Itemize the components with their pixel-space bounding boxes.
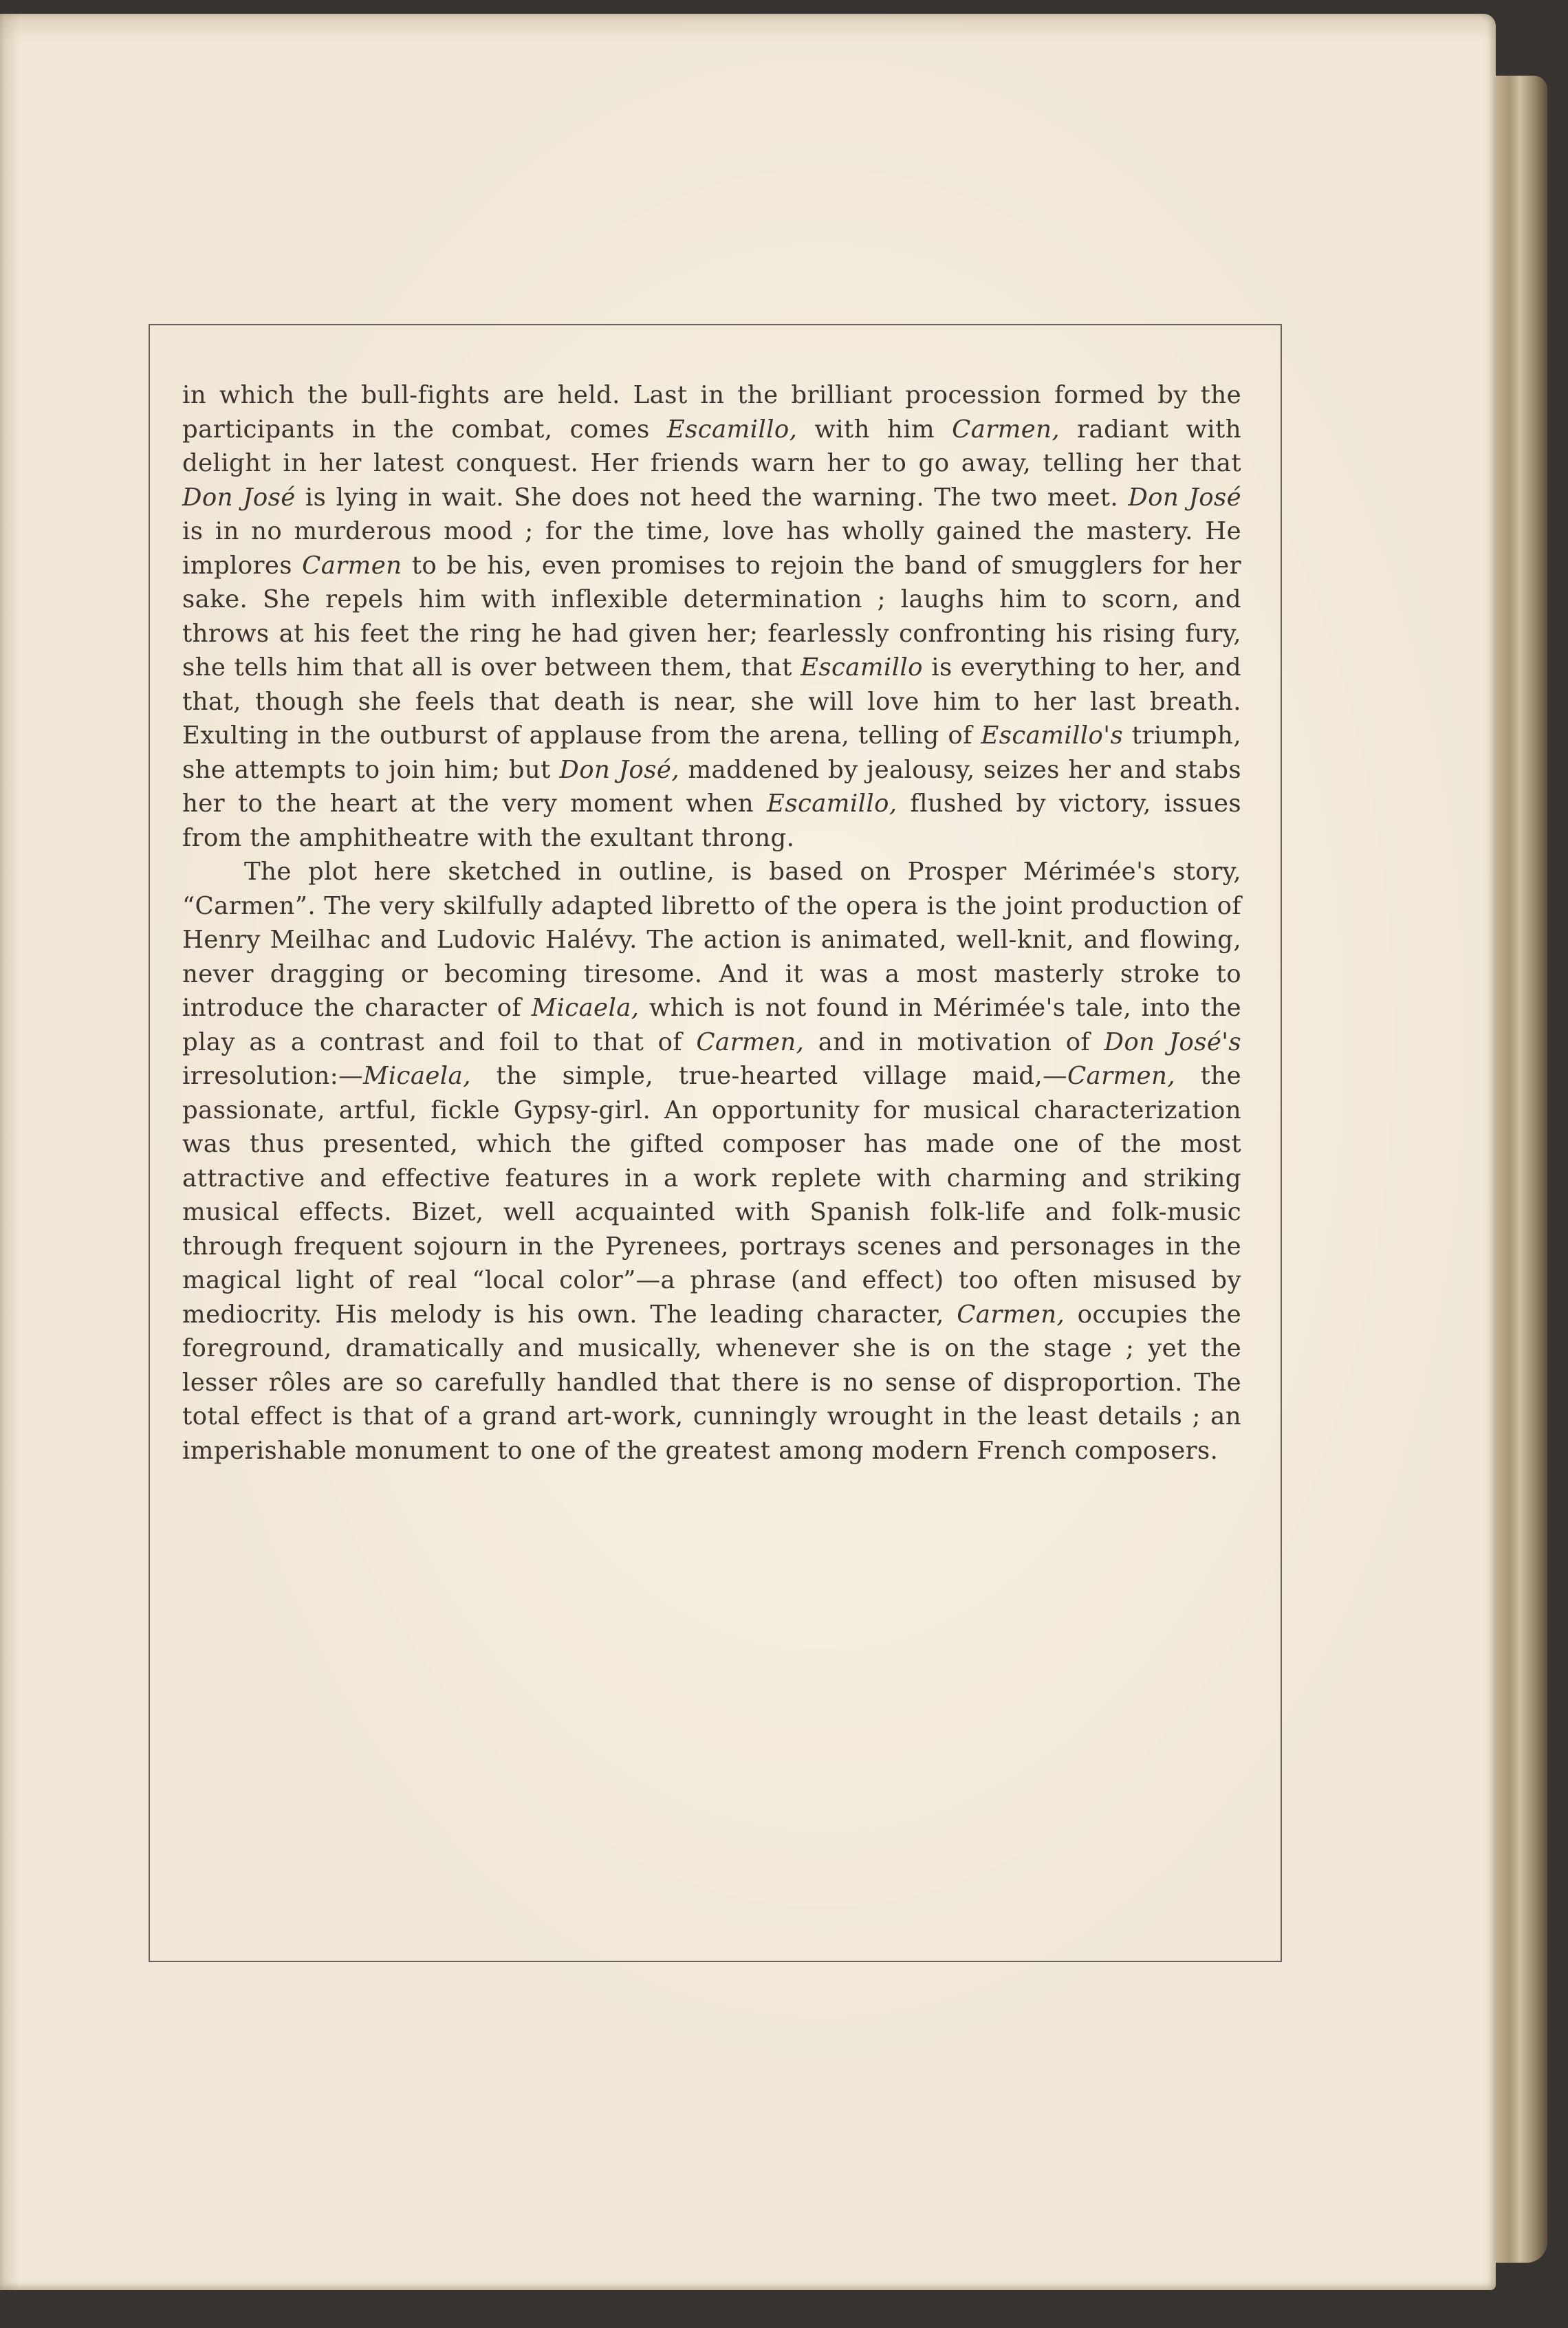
italic-name: Don José's: [1104, 1027, 1242, 1056]
text-run: in which the bull-fights are held. Last in the brilliant procession formed by the participants in the combat, comes: [182, 381, 1241, 444]
italic-name: Escamillo,: [767, 790, 897, 818]
italic-name: Carmen,: [957, 1300, 1065, 1329]
text-run: is everything to her, and that, though she feels that death is near, she will love him to her last breath. Exulting in the outburst of applause from the arena, telling of: [182, 653, 1241, 750]
text-run: to be his, even promises to rejoin the band of smugglers for her sake. She repels him with inflexible determination ; laughs him to scorn, and throws at his feet the ring he had given her; fearlessly confronting his rising fury, she tells him that all is over between them, that: [182, 551, 1241, 682]
text-run: is lying in wait. She does not heed the warning. The two meet.: [295, 483, 1129, 512]
text-run: radiant with delight in her latest conquest. Her friends warn her to go away, telling her that: [182, 415, 1241, 477]
text-run: The plot here sketched in outline, is based on Prosper Mérimée's story, “Carmen”. The very skilfully adapted libretto of the opera is the joint production of Henry Meilhac and Ludovic Halévy. The action is animated, well-knit, and flowing, never dragging or becoming tiresome. And it was a most masterly stroke to introduce the character of: [182, 858, 1241, 1022]
text-run: with him: [797, 415, 952, 444]
text-run: irresolution:—: [182, 1062, 364, 1090]
italic-name: Don José,: [559, 755, 679, 784]
italic-name: Micaela,: [531, 994, 640, 1022]
text-run: the passionate, artful, fickle Gypsy-girl. An opportunity for musical characterization was thus presented, which the gifted composer has made one of the most attractive and effective features in a work replete with charming and striking musical effects. Bizet, well acquainted with Spanish folk-life and folk-music through frequent sojourn in the Pyrenees, portrays scenes and personages in the magical light of real “local color”—a phrase (and effect) too often misused by mediocrity. His melody is his own. The leading character,: [182, 1062, 1241, 1329]
italic-name: Don José: [182, 483, 296, 512]
text-run: occupies the foreground, dramatically and musically, whenever she is on the stage ; yet the lesser rôles are so carefully handled that there is no sense of disproportion. The total effect is that of a grand art-work, cunningly wrought in the least details ; an imperishable monument to one of the greatest among modern French composers.: [182, 1300, 1241, 1465]
paragraph-plot-summary: [182, 855, 1241, 1468]
text-run: triumph, she attempts to join him; but: [182, 721, 1241, 784]
text-run: flushed by victory, issues from the amphitheatre with the exultant throng.: [182, 790, 1242, 852]
body-text: [182, 378, 1241, 1468]
italic-name: Escamillo's: [981, 721, 1124, 750]
text-run: is in no murderous mood ; for the time, love has wholly gained the mastery. He implores: [182, 517, 1241, 580]
text-run: the simple, true-hearted village maid,—: [470, 1062, 1067, 1090]
italic-name: Carmen: [302, 551, 402, 580]
italic-name: Carmen,: [1067, 1062, 1175, 1090]
italic-name: Escamillo,: [666, 415, 798, 444]
italic-name: Escamillo: [801, 653, 923, 682]
text-run: and in motivation of: [804, 1027, 1104, 1056]
italic-name: Carmen,: [952, 415, 1060, 444]
italic-name: Micaela,: [363, 1062, 471, 1090]
text-run: maddened by jealousy, seizes her and stabs her to the heart at the very moment when: [182, 755, 1241, 818]
book-page: [0, 14, 1496, 2290]
italic-name: Don José: [1128, 483, 1242, 512]
paragraph-continuation: [182, 378, 1241, 855]
text-run: which is not found in Mérimée's tale, into the play as a contrast and foil to that of: [182, 994, 1241, 1056]
italic-name: Carmen,: [696, 1027, 805, 1056]
